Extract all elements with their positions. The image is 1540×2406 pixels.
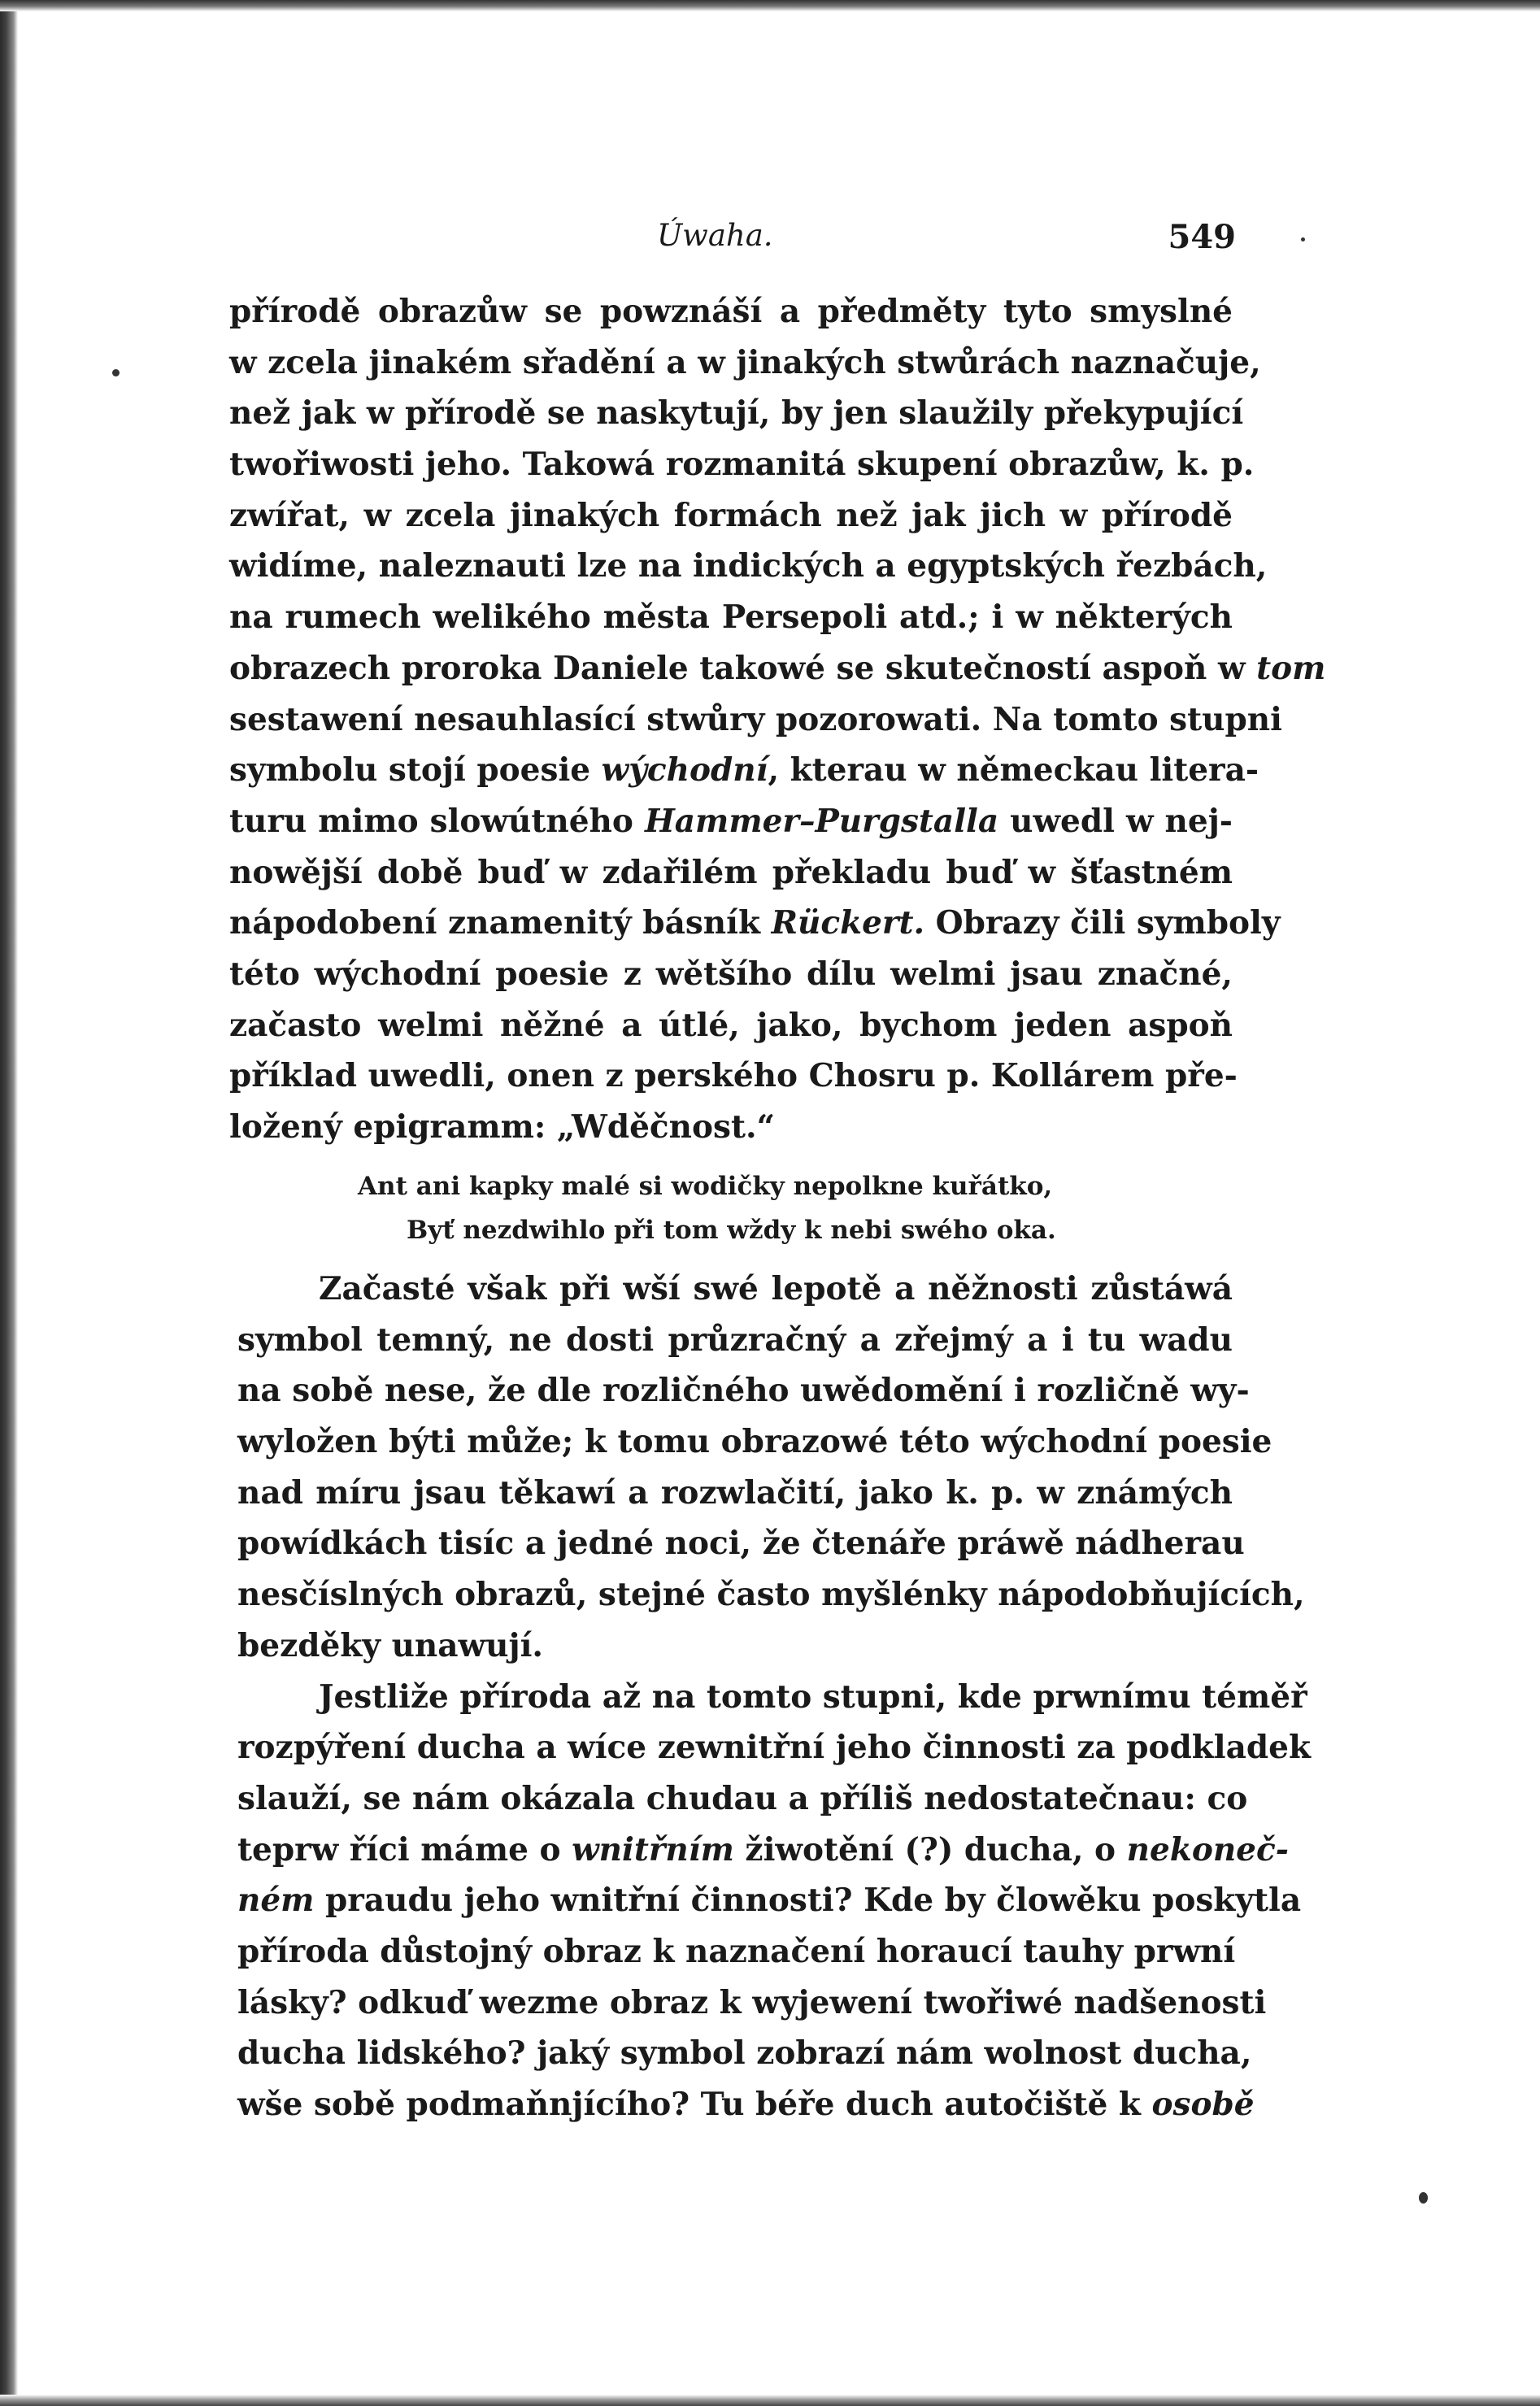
italic-word: tom <box>1256 649 1326 687</box>
text-line: začasto welmi něžné a útlé, jako, bychom jeden aspoň <box>229 1006 1233 1044</box>
text-line: symbol temný, ne dosti průzračný a zřejmý a i tu wadu <box>237 1320 1233 1359</box>
dust-speck <box>1419 2192 1428 2204</box>
page-number: 549 <box>1168 218 1236 256</box>
italic-word: osobě <box>1151 2086 1255 2123</box>
text-line: na sobě nese, že dle rozličného uwědomění i rozličně wy- <box>237 1372 1250 1410</box>
text-line: ložený epigramm: „Wděčnost.“ <box>229 1108 775 1146</box>
text-line: teprw říci máme o wnitřním žiwotění (?) ducha, o nekoneč- <box>237 1830 1289 1869</box>
verse-line: Byť nezdwihlo při tom wždy k nebi swého oka. <box>407 1216 1056 1245</box>
text-line: obrazech proroka Daniele takowé se skutečností aspoň w tom <box>229 649 1326 687</box>
text-line: nowější době buď w zdařilém překladu buď w šťastném <box>229 853 1233 891</box>
paragraph-1 <box>229 286 1326 1153</box>
scan-bottom-edge <box>0 2395 1540 2406</box>
text-line: ném praudu jeho wnitřní činnosti? Kde by člowěku poskytla <box>237 1882 1302 1920</box>
dust-speck <box>112 369 120 376</box>
verse-line: Ant ani kapky malé si wodičky nepolkne kuřátko, <box>358 1172 1053 1201</box>
scan-left-edge <box>0 0 18 2406</box>
text-line: na rumech welikého města Persepoli atd.; i w některých <box>229 598 1233 637</box>
verse-quote <box>358 1164 1155 1252</box>
text-line: Jestliže příroda až na tomto stupni, kde prwnímu téměř <box>319 1677 1307 1716</box>
scan-top-edge <box>0 0 1540 11</box>
italic-word: Hammer–Purgstalla <box>644 802 999 840</box>
text-line: nesčíslných obrazů, stejné často myšlénky nápodobňujících, <box>237 1576 1305 1614</box>
italic-word: wnitřním <box>572 1830 734 1869</box>
text-line: powídkách tisíc a jedné noci, že čtenáře práwě nádherau <box>237 1525 1245 1563</box>
text-line: než jak w přírodě se naskytují, by jen slaužily překypující <box>229 394 1244 433</box>
text-line: této wýchodní poesie z wětšího dílu welmi jsau značné, <box>229 955 1233 993</box>
italic-word: ném <box>237 1882 315 1920</box>
text-line: wše sobě podmaňnjícího? Tu béře duch autočiště k osobě <box>237 2086 1255 2123</box>
text-line: symbolu stojí poesie wýchodní, kterau w německau litera- <box>229 751 1259 790</box>
text-line: sestawení nesauhlasící stwůry pozorowati. Na tomto stupni <box>229 700 1282 738</box>
text-line: příroda důstojný obraz k naznačení horaucí tauhy prwní <box>237 1932 1236 1970</box>
text-line: nad míru jsau těkawí a rozwlačití, jako k. p. w známých <box>237 1473 1233 1512</box>
text-line: turu mimo slowútného Hammer–Purgstalla uwedl w nej- <box>229 802 1233 840</box>
italic-word: nekoneč- <box>1126 1830 1289 1869</box>
text-line: přírodě obrazůw se powznáší a předměty tyto smyslné <box>229 293 1233 330</box>
text-line: slauží, se nám okázala chudau a příliš nedostatečnau: co <box>237 1779 1248 1817</box>
text-line: nápodobení znamenitý básník Rückert. Obrazy čili symboly <box>229 904 1281 942</box>
text-line: wyložen býti může; k tomu obrazowé této wýchodní poesie <box>237 1423 1272 1461</box>
text-line: widíme, naleznauti lze na indických a egyptských řezbách, <box>229 547 1268 585</box>
italic-word: wýchodní <box>601 751 768 790</box>
text-line: ducha lidského? jaký symbol zobrazí nám wolnost ducha, <box>237 2034 1252 2073</box>
running-title: Úwaha. <box>657 218 773 253</box>
text-line: Začasté však při wší swé lepotě a něžnosti zůstáwá <box>319 1270 1233 1307</box>
text-line: lásky? odkuď wezme obraz k wyjewení twořiwé nadšenosti <box>237 1983 1267 2021</box>
text-line: bezděky unawují. <box>237 1626 543 1664</box>
running-header <box>228 218 1236 267</box>
text-line: příklad uwedli, onen z perského Chosru p. Kollárem pře- <box>229 1057 1238 1095</box>
italic-word: Rückert. <box>771 904 925 942</box>
dust-speck <box>1301 237 1305 241</box>
text-line: zwířat, w zcela jinakých formách než jak jich w přírodě <box>229 496 1233 534</box>
text-line: rozpýření ducha a wíce zewnitřní jeho činnosti za podkladek <box>237 1729 1311 1767</box>
text-line: twořiwosti jeho. Takowá rozmanitá skupení obrazůw, k. p. <box>229 446 1255 484</box>
text-line: w zcela jinakém sřadění a w jinakých stwůrách naznačuje, <box>229 343 1261 381</box>
paragraphs-2-3 <box>237 1264 1311 2130</box>
